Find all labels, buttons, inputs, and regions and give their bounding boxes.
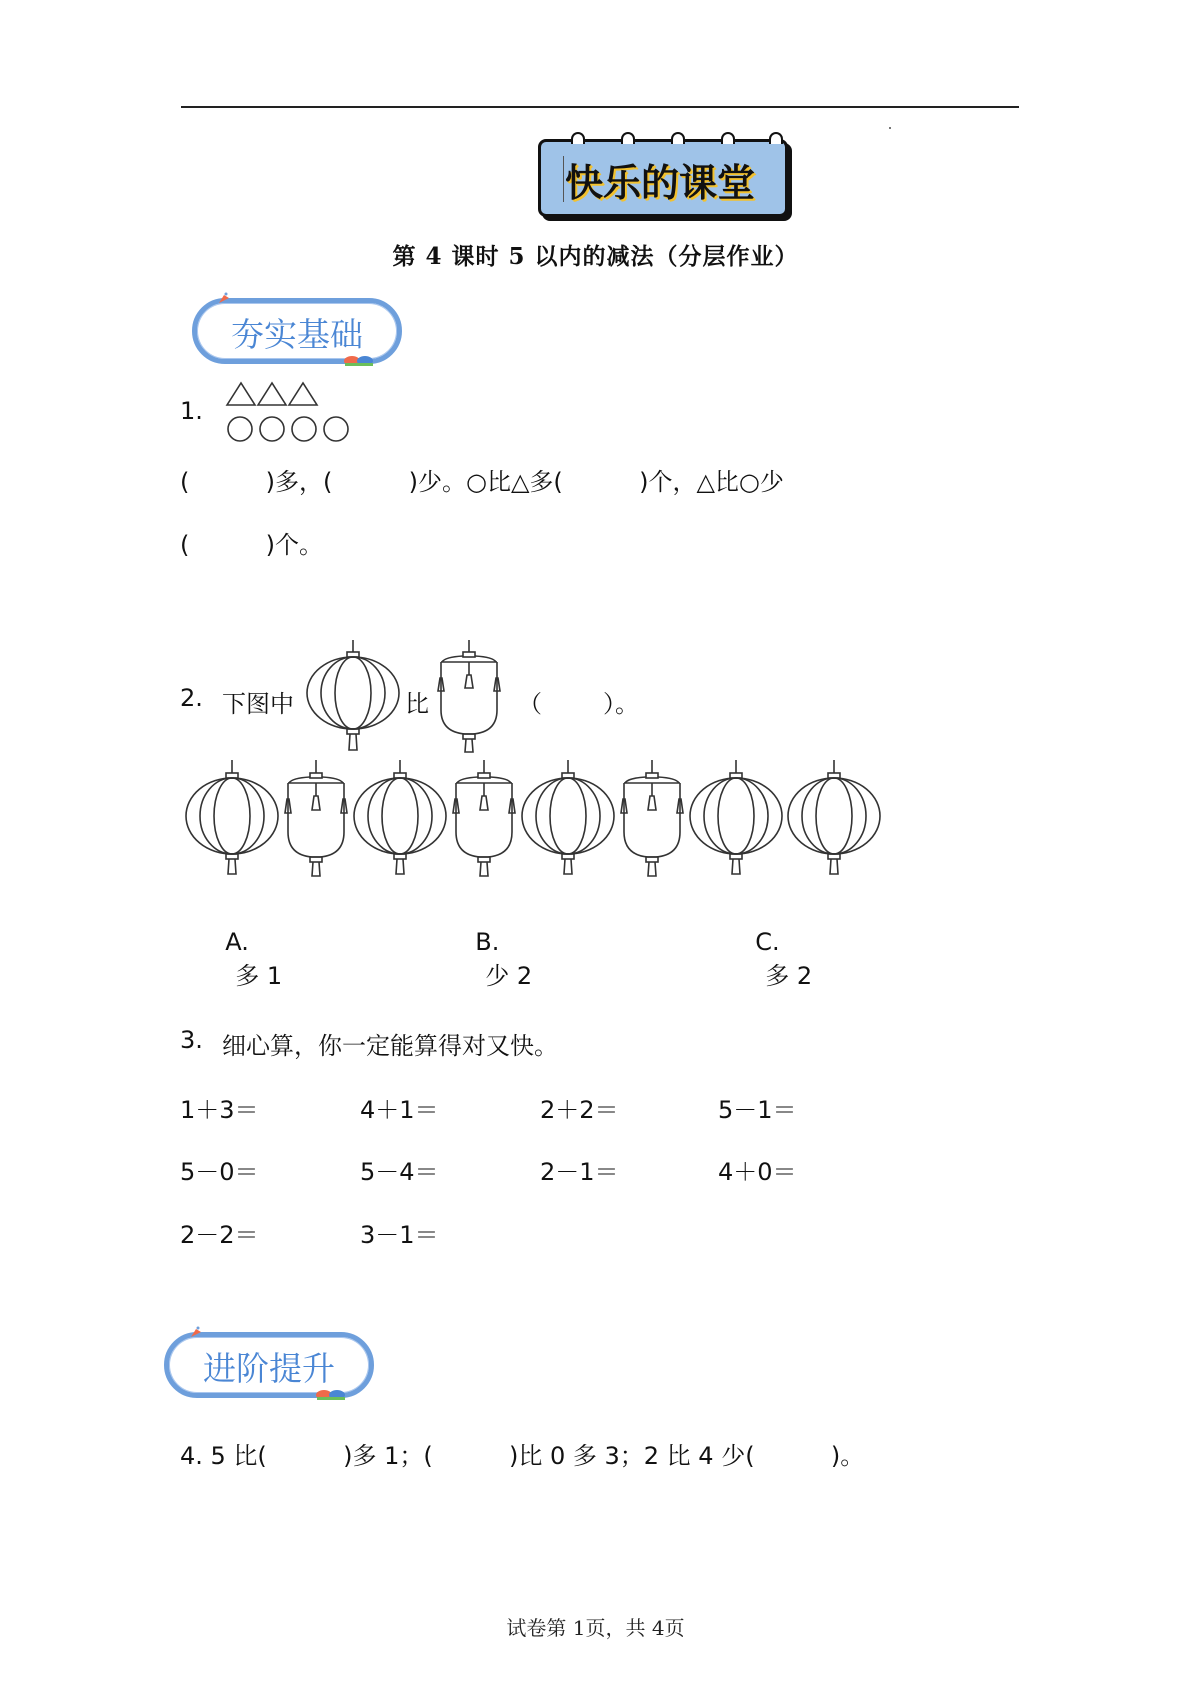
equation: 5－1＝	[718, 1096, 797, 1124]
option-label: B.	[475, 928, 500, 956]
equation: 5－4＝	[360, 1158, 439, 1186]
binder-ring-icon	[671, 132, 685, 144]
section-badge-advanced	[164, 1332, 374, 1398]
lantern-row	[180, 760, 890, 878]
page-title: 快乐的课堂	[565, 161, 756, 205]
option-text: 少 2	[485, 962, 533, 990]
q2-option-b[interactable]	[460, 900, 532, 991]
q2-option-c[interactable]	[740, 900, 812, 991]
pushpin-icon	[189, 1325, 203, 1339]
option-label: C.	[755, 928, 780, 956]
q2-prefix: 下图中	[222, 690, 294, 718]
tall-lantern-icon	[620, 760, 684, 876]
option-text: 多 2	[765, 962, 813, 990]
equation: 4＋1＝	[360, 1096, 439, 1124]
title-banner	[538, 139, 788, 217]
equation: 2＋2＝	[540, 1096, 619, 1124]
binder-ring-icon	[769, 132, 783, 144]
round-lantern-icon	[184, 760, 280, 876]
tall-lantern-icon	[284, 760, 348, 876]
section-badge-label: 夯实基础	[231, 315, 363, 354]
circle-icon	[228, 417, 348, 441]
equation: 2－2＝	[180, 1221, 259, 1249]
q2-compare-word: 比	[405, 690, 429, 718]
round-lantern-icon	[352, 760, 448, 876]
round-lantern-icon	[520, 760, 616, 876]
title-cursor-bar	[563, 156, 564, 202]
flower-deco-icon	[315, 1389, 347, 1401]
round-lantern-icon	[305, 640, 401, 752]
equation: 5－0＝	[180, 1158, 259, 1186]
equation: 4＋0＝	[718, 1158, 797, 1186]
binder-ring-icon	[571, 132, 585, 144]
q1-line2: ( )个。	[180, 531, 324, 559]
binder-ring-icon	[621, 132, 635, 144]
triangle-icon	[227, 383, 317, 405]
header-rule	[181, 106, 1019, 108]
tall-lantern-icon	[452, 760, 516, 876]
q4-text: 4. 5 比( )多 1；( )比 0 多 3；2 比 4 少( )。	[180, 1442, 865, 1470]
q1-line1: ( )多，( )少。○比△多( )个，△比○少	[180, 468, 784, 496]
q3-number: 3.	[180, 1026, 203, 1054]
q2-option-a[interactable]	[210, 900, 282, 991]
pushpin-icon	[217, 291, 231, 305]
q2-number: 2.	[180, 684, 203, 712]
equation: 1＋3＝	[180, 1096, 259, 1124]
flower-deco-icon	[343, 355, 375, 367]
q1-shapes-figure	[224, 380, 354, 444]
round-lantern-icon	[688, 760, 784, 876]
option-text: 多 1	[235, 962, 283, 990]
equation: 3－1＝	[360, 1221, 439, 1249]
section-badge-basic	[192, 298, 402, 364]
equation: 2－1＝	[540, 1158, 619, 1186]
stray-dot	[889, 127, 891, 129]
section-badge-label: 进阶提升	[203, 1349, 335, 1388]
round-lantern-icon	[786, 760, 882, 876]
q1-number: 1.	[180, 397, 203, 425]
tall-lantern-icon	[437, 640, 501, 752]
q2-answer-blank[interactable]: （ ）。	[518, 690, 640, 718]
page-footer: 试卷第 1页，共 4页	[506, 1616, 685, 1640]
option-label: A.	[225, 928, 249, 956]
q3-prompt: 细心算，你一定能算得对又快。	[222, 1032, 558, 1060]
binder-ring-icon	[721, 132, 735, 144]
lesson-subtitle: 第 4 课时 5 以内的减法（分层作业）	[392, 243, 799, 270]
